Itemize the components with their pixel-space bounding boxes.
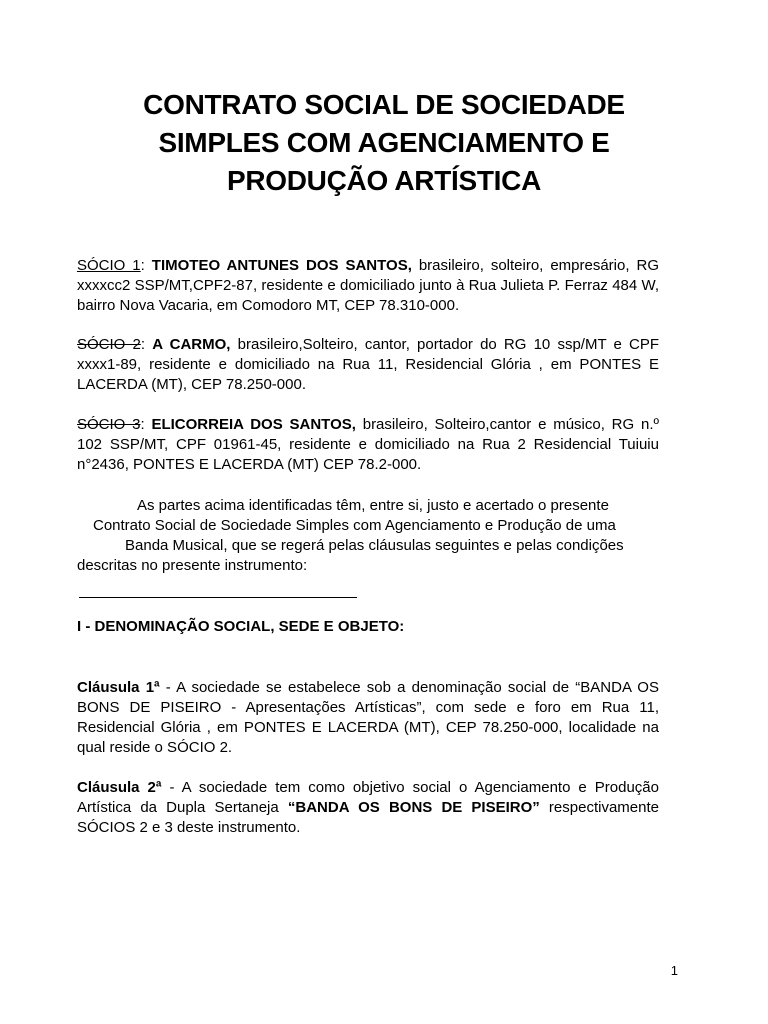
- socio-2-label: SÓCIO 2: [77, 336, 141, 353]
- socio-2-name: A CARMO,: [152, 336, 231, 353]
- socio-1-name: TIMOTEO ANTUNES DOS SANTOS,: [151, 257, 412, 274]
- title-line-3: PRODUÇÃO ARTÍSTICA: [226, 165, 541, 196]
- intro-line-3: Banda Musical, que se regerá pelas cláusulas seguintes e pelas condições: [125, 537, 624, 554]
- clausula-2-paragraph: [77, 778, 659, 838]
- page-number: 1: [670, 963, 678, 978]
- clausula-1-paragraph: [77, 678, 659, 758]
- intro-line-4: descritas no presente instrumento:: [77, 557, 308, 574]
- clausula-2-text-end: respectivamente SÓCIOS 2 e 3 deste instrumento.: [77, 799, 659, 836]
- clausula-2-text: - A sociedade tem como objetivo social o Agenciamento e Produção Artística da Dupla Sertaneja: [77, 779, 659, 816]
- clausula-1-label: Cláusula 1ª: [77, 679, 160, 696]
- clausula-1-text: - A sociedade se estabelece sob a denominação social de “BANDA OS BONS DE PISEIRO - Apresentações Artísticas”, com sede e foro em Rua 11, Residencial Glória , em PONTES E LACERDA (MT), CEP 78.250-000, localidade na qual reside o SÓCIO 2.: [77, 679, 659, 756]
- socio-1-paragraph: SÓCIO 1: TIMOTEO ANTUNES DOS SANTOS, brasileiro, solteiro, empresário, RG xxxxcc2 SSP/MT,CPF2-87, residente e domiciliado junto à Rua Julieta P. Ferraz 484 W, bairro Nova Vacaria, em Comodoro MT, CEP 78.310-000.: [77, 257, 659, 314]
- intro-line-1: As partes acima identificadas têm, entre si, justo e acertado o presente: [137, 497, 609, 514]
- signature-rule: [79, 597, 357, 598]
- clausula-2-label: Cláusula 2ª: [77, 779, 162, 796]
- socio-3-name: ELICORREIA DOS SANTOS,: [151, 416, 356, 433]
- socio-3-details: brasileiro, Solteiro,cantor e músico, RG n.º 102 SSP/MT, CPF 01961-45, residente e domiciliado na Rua 2 Residencial Tuiuiu n°2436, PONTES E LACERDA (MT) CEP 78.2-000.: [77, 416, 659, 473]
- document-title: [100, 86, 668, 200]
- socio-1-details: brasileiro, solteiro, empresário, RG xxxxcc2 SSP/MT,CPF2-87, residente e domiciliado junto à Rua Julieta P. Ferraz 484 W, bairro Nova Vacaria, em Comodoro MT, CEP 78.310-000.: [77, 257, 659, 314]
- intro-line-2: Contrato Social de Sociedade Simples com Agenciamento e Produção de uma: [93, 517, 616, 534]
- socio-3-label: SÓCIO 3: [77, 416, 141, 433]
- band-name: “BANDA OS BONS DE PISEIRO”: [287, 799, 540, 816]
- title-line-2: SIMPLES COM AGENCIAMENTO E: [158, 127, 610, 158]
- socio-2-paragraph: SÓCIO 2: A CARMO, brasileiro,Solteiro, cantor, portador do RG 10 ssp/MT e CPF xxxx1-89, residente e domiciliado na Rua 11, Residencial Glória , em PONTES E LACERDA (MT), CEP 78.250-000.: [77, 336, 660, 393]
- socio-3-paragraph: SÓCIO 3: ELICORREIA DOS SANTOS, brasileiro, Solteiro,cantor e músico, RG n.º 102 SSP/MT, CPF 01961-45, residente e domiciliado na Rua 2 Residencial Tuiuiu n°2436, PONTES E LACERDA (MT) CEP 78.2-000.: [77, 416, 659, 473]
- section-1-heading: I - DENOMINAÇÃO SOCIAL, SEDE E OBJETO:: [77, 618, 405, 635]
- socio-2-details: brasileiro,Solteiro, cantor, portador do RG 10 ssp/MT e CPF xxxx1-89, residente e domiciliado na Rua 11, Residencial Glória , em PONTES E LACERDA (MT), CEP 78.250-000.: [77, 336, 660, 393]
- title-line-1: CONTRATO SOCIAL DE SOCIEDADE: [143, 89, 625, 120]
- intro-paragraph: [77, 496, 659, 576]
- socio-1-label: SÓCIO 1: [77, 257, 141, 274]
